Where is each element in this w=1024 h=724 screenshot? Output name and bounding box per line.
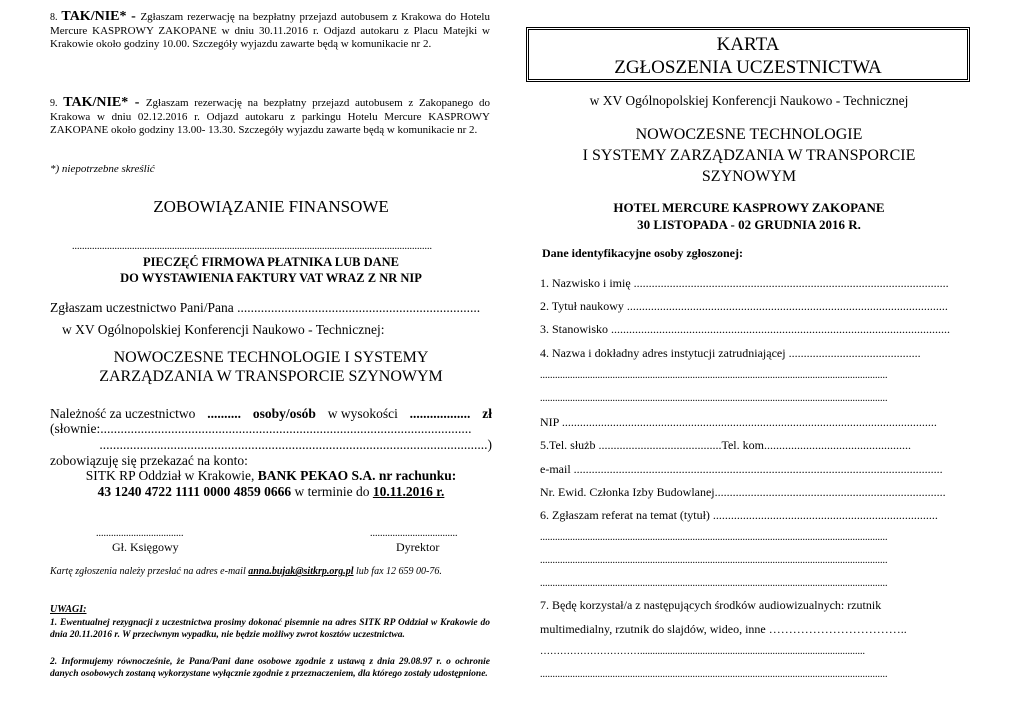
registration-field-7[interactable]: NIP ............................................................................................................................. [540,415,937,429]
stamp-caption [50,254,492,286]
account-number: 43 1240 4722 1111 0000 4859 0666 [97,484,292,499]
director-signature-line[interactable]: ................................... [370,528,458,539]
accountant-label: Gł. Księgowy [112,540,179,554]
registration-field-3[interactable]: 3. Stanowisko ................................................................................................................. [540,322,951,336]
amount-in-words-field-2[interactable]: ...................................................................................................................) [99,437,492,452]
conference-line: w XV Ogólnopolskiej Konferencji Naukowo - Technicznej [589,93,909,108]
tak-nie-option[interactable]: TAK/NIE* [63,95,129,110]
conference-line: w XV Ogólnopolskiej Konferencji Naukowo - Technicznej: [62,322,385,337]
note-1: 1. Ewentualnej rezygnacji z uczestnictwa prosimy dokonać pisemnie na adres SITK RP Oddział w Krakowie do dnia 20.11.2016 r. W przeciwnym wypadku, nie będzie możliwy zwrot kosztów uczestnictwa. [50,618,490,640]
title-line: ZARZĄDZANIA W TRANSPORCIE SZYNOWYM [99,368,443,385]
dash: - [126,9,141,24]
registration-field-8[interactable]: 5.Tel. służb .........................................Tel. kom................................................. [540,438,911,452]
form-title-box [526,27,970,82]
item-number: 8. [50,12,58,23]
registration-field-5[interactable]: ........................................................................................................................................... [540,370,888,381]
send-instructions [50,565,480,578]
conference-title [50,348,492,386]
registration-field-12[interactable]: ........................................................................................................................................... [540,532,888,543]
financial-commitment-heading: ZOBOWIĄZANIE FINANSOWE [153,197,389,216]
tak-nie-option[interactable]: TAK/NIE* [61,9,127,24]
persons-field[interactable]: .......... [207,406,242,421]
transfer-line: zobowiązuję się przekazać na konto: [50,453,248,468]
deadline-date: 10.11.2016 r. [372,484,445,499]
form-title: KARTA [716,34,780,55]
conference-dates: 30 LISTOPADA - 02 GRUDNIA 2016 R. [637,217,861,232]
email-link[interactable]: anna.bujak@sitkrp.org.pl [248,566,354,577]
stamp-caption-line: DO WYSTAWIENIA FAKTURY VAT WRAZ Z NR NIP [120,271,422,285]
registration-field-4[interactable]: 4. Nazwa i dokładny adres instytucji zatrudniającej ............................................ [540,346,921,360]
fee-label: Należność za uczestnictwo [50,406,196,421]
registration-field-13[interactable]: ........................................................................................................................................... [540,555,888,566]
stamp-dotted-line[interactable]: ................................................................................................................................................ [72,242,432,252]
bank-branch: SITK RP Oddział w Krakowie, [85,468,258,483]
registration-field-2[interactable]: 2. Tytuł naukowy ........................................................................................................... [540,299,948,313]
stamp-caption-line: PIECZĘĆ FIRMOWA PŁATNIKA LUB DANE [142,255,400,269]
registration-field-14[interactable]: ........................................................................................................................................... [540,578,888,589]
participant-field[interactable]: Zgłaszam uczestnictwo Pani/Pana ........................................................................ [50,300,481,315]
registration-field-1[interactable]: 1. Nazwisko i imię ......................................................................................................... [540,276,949,290]
note-2: 2. Informujemy równocześnie, że Pana/Pani dane osobowe zgodnie z ustawą z dnia 29.08.97 r. o ochronie danych osobowych zostaną wykorzystane wyłącznie zgodnie z przeznaczeniem, dla którego zostały udostępnione. [50,657,490,679]
bank-name: BANK PEKAO S.A. nr rachunku: [257,468,457,483]
av-equipment-options[interactable]: multimedialny, rzutnik do slajdów, wideo, inne …………………………….. [540,622,907,636]
item-text: Zgłaszam rezerwację na bezpłatny przejazd autobusem z Krakowa do Hotelu Mercure KASPROWY ZAKOPANE w dniu 30.11.2016 r. Odjazd autokaru z Placu Matejki w Krakowie około godziny 10.00. Szczegóły wyjazdu zawarte będą w komunikacie nr 2. [50,11,490,50]
fee-line [50,406,492,422]
director-label: Dyrektor [396,540,440,554]
identification-heading: Dane identyfikacyjne osoby zgłoszonej: [542,246,743,260]
registration-field-9[interactable]: e-mail ........................................................................................................................... [540,462,943,476]
dash: - [128,95,146,110]
amount-in-words-field[interactable]: (słownie:.............................................................................................................. [50,421,472,436]
av-equipment-field[interactable]: ........................................................................................................................................... [540,669,888,680]
item-text: Zgłaszam rezerwację na bezpłatny przejazd autobusem z Zakopanego do Krakowa w dniu 02.12.2016 r. Odjazd autokaru z parkingu Hotelu Mercure KASPROWY ZAKOPANE około godziny 13.00- 13.30. Szczegóły wyjazdu zawarte będą w komunikacie nr 2. [50,97,490,136]
footnote: *) niepotrzebne skreślić [50,163,155,175]
reservation-item-8 [50,10,490,52]
registration-field-10[interactable]: Nr. Ewid. Członka Izby Budowlanej............................................................................. [540,485,946,499]
bank-line [50,468,492,484]
title-line: NOWOCZESNE TECHNOLOGIE I SYSTEMY [113,349,429,366]
title-line: I SYSTEMY ZARZĄDZANIA W TRANSPORCIE [582,147,916,164]
persons-label: osoby/osób [252,406,316,421]
accountant-signature-line[interactable]: ................................... [96,528,184,539]
item-number: 9. [50,98,58,109]
title-line: NOWOCZESNE TECHNOLOGIE [635,126,863,143]
notes-heading: UWAGI: [50,604,87,615]
amount-label: w wysokości [327,406,398,421]
form-subtitle: ZGŁOSZENIA UCZESTNICTWA [614,57,882,78]
registration-field-6[interactable]: ........................................................................................................................................... [540,393,888,404]
deadline-label: w terminie do [291,484,373,499]
send-text: Kartę zgłoszenia należy przesłać na adres e-mail [50,566,249,577]
account-line [50,484,492,500]
av-equipment-item: 7. Będę korzystał/a z następujących środków audiowizualnych: rzutnik [540,598,882,612]
venue [526,199,972,233]
fax-text: lub fax 12 659 00-76. [353,566,442,577]
currency: zł [482,406,492,421]
av-equipment-field[interactable]: ………………………….......................................................................................... [540,646,865,657]
reservation-item-9 [50,96,490,138]
title-line: SZYNOWYM [701,168,797,185]
hotel-name: HOTEL MERCURE KASPROWY ZAKOPANE [613,200,885,215]
registration-field-11[interactable]: 6. Zgłaszam referat na temat (tytuł) ........................................................................... [540,508,938,522]
conference-title [526,124,972,187]
amount-field[interactable]: .................. [409,406,471,421]
